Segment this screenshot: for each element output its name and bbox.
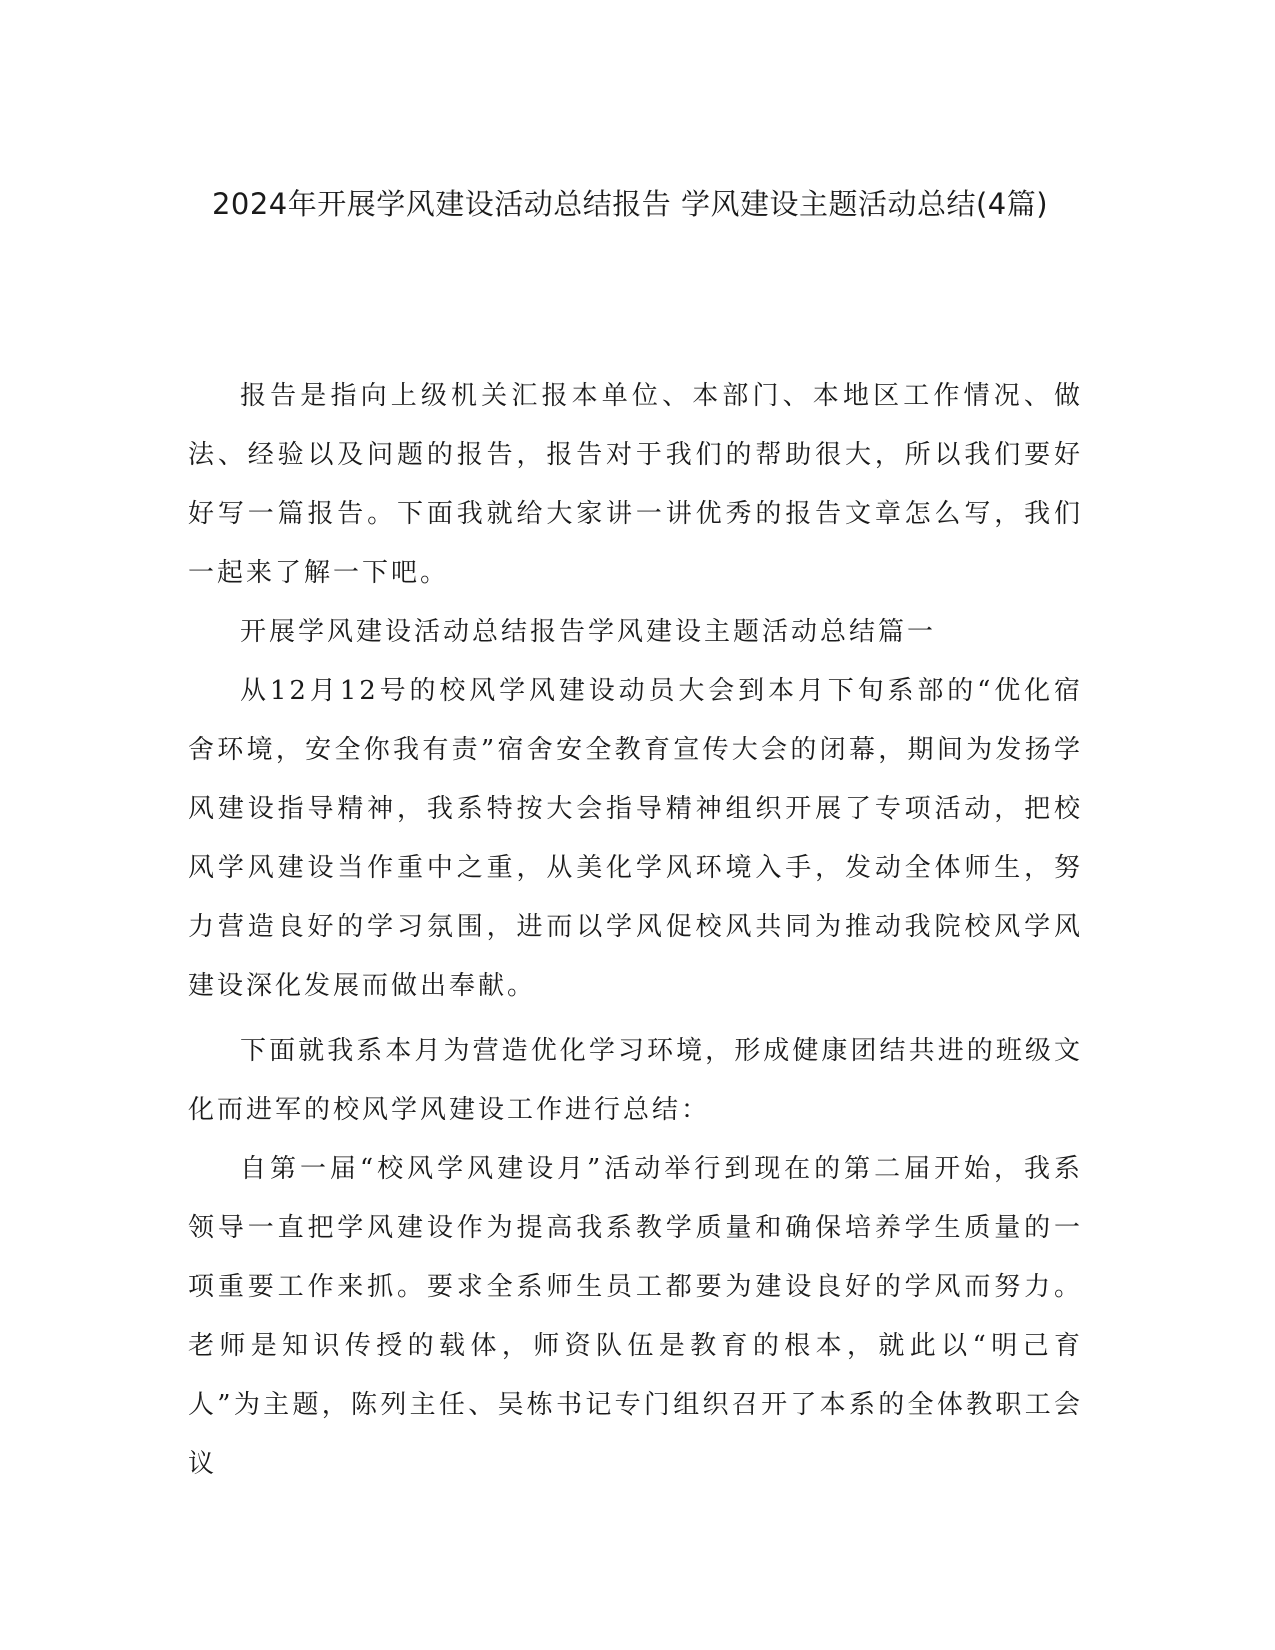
paragraph-leadership: 自第一届“校风学风建设月”活动举行到现在的第二届开始，我系领导一直把学风建设作为提高我系教学质量和确保培养学生质量的一项重要工作来抓。要求全系师生员工都要为建设良好的学风而努力。老师是知识传授的载体，师资队伍是教育的根本，就此以“明己育人”为主题，陈列主任、吴栋书记专门组织召开了本系的全体教职工会议: [188, 1154, 1083, 1479]
document-title: 2024年开展学风建设活动总结报告 学风建设主题活动总结(4篇): [211, 187, 1049, 221]
section-heading: 开展学风建设活动总结报告学风建设主题活动总结篇一: [240, 617, 937, 647]
paragraph-summary-lead: 下面就我系本月为营造优化学习环境，形成健康团结共进的班级文化而进军的校风学风建设工作进行总结：: [188, 1036, 1083, 1125]
paragraph-intro: 报告是指向上级机关汇报本单位、本部门、本地区工作情况、做法、经验以及问题的报告，报告对于我们的帮助很大，所以我们要好好写一篇报告。下面我就给大家讲一讲优秀的报告文章怎么写，我们一起来了解一下吧。: [188, 381, 1083, 588]
paragraph-activity-overview: 从12月12号的校风学风建设动员大会到本月下旬系部的“优化宿舍环境，安全你我有责”宿舍安全教育宣传大会的闭幕，期间为发扬学风建设指导精神，我系特按大会指导精神组织开展了专项活动，把校风学风建设当作重中之重，从美化学风环境入手，发动全体师生，努力营造良好的学习氛围，进而以学风促校风共同为推动我院校风学风建设深化发展而做出奉献。: [188, 676, 1083, 1001]
document-body: [188, 367, 1083, 1494]
